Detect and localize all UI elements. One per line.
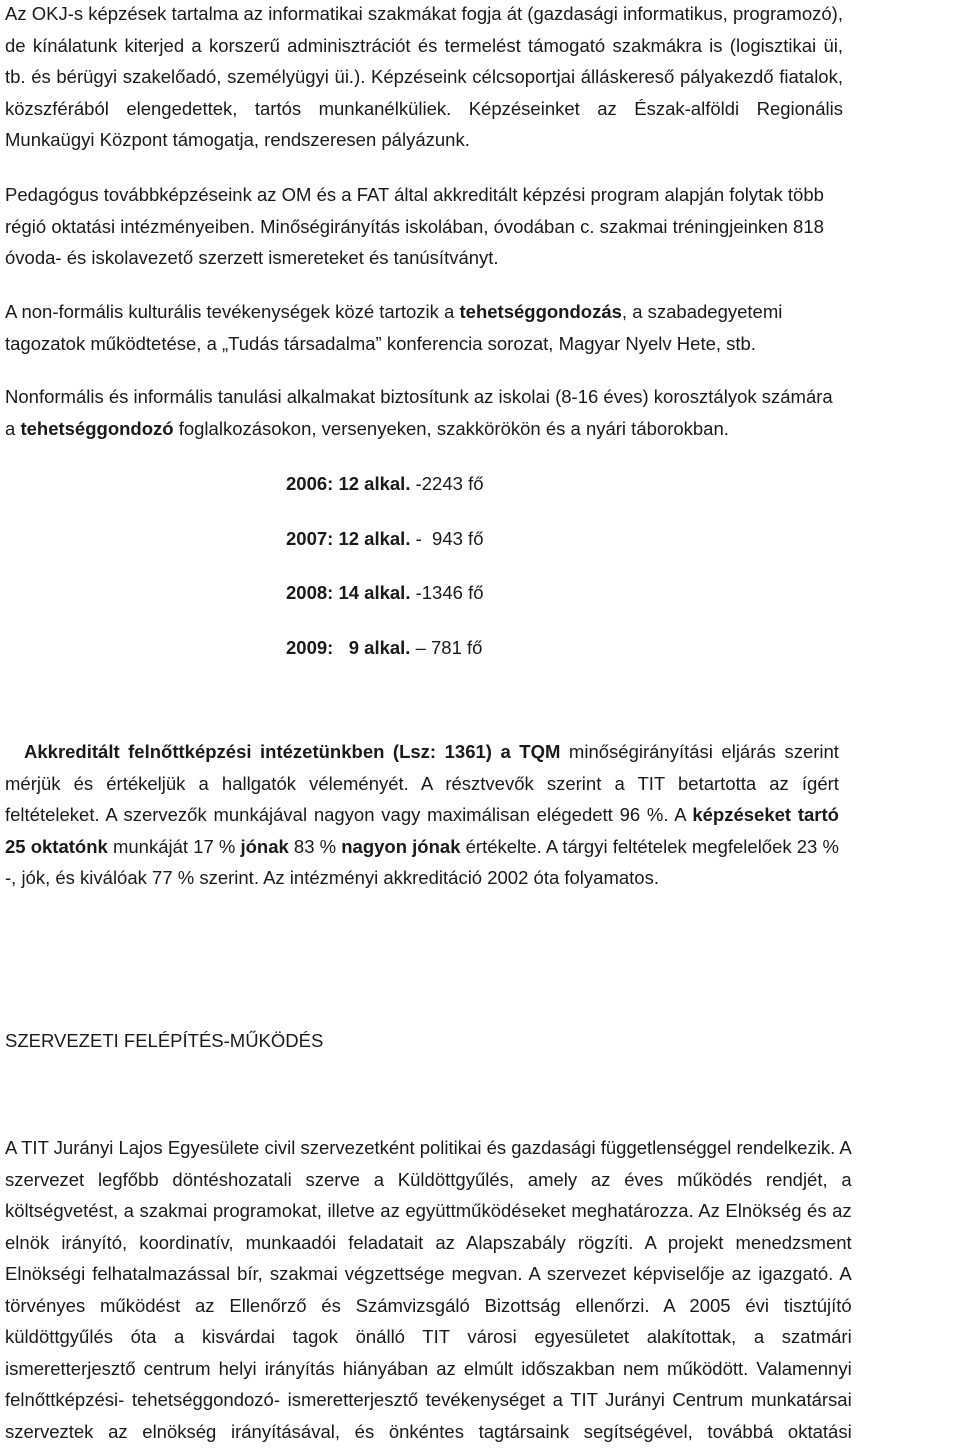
stat-label: 2009: 9 alkal. <box>286 636 411 658</box>
text-line: közszférából elengedettek, tartós munkanélküliek. Képzéseinket az Észak-alföldi Regionális <box>5 97 843 119</box>
yearly-statistics-list <box>286 468 484 686</box>
text-run: munkáját 17 % <box>107 835 241 857</box>
text-line: Pedagógus továbbképzéseink az OM és a FAT által akkreditált képzési program alapján folytak több <box>5 184 824 205</box>
stat-value: -2243 fő <box>410 473 484 494</box>
text-line <box>5 296 782 328</box>
paragraph-okj-trainings <box>5 0 843 156</box>
text-run: feltételeket. A szervezők munkájával nagyon vagy maximálisan elégedett 96 %. A <box>5 804 693 825</box>
text-run: a <box>5 417 21 439</box>
text-line: küldöttgyűlés óta a kisvárdai tagok önálló TIT városi egyesületet alakítottak, a szatmári <box>5 1326 852 1347</box>
stat-value: – 781 fő <box>410 636 483 658</box>
text-line <box>5 413 833 445</box>
stat-row <box>286 468 484 523</box>
text-line: de kínálatunk kiterjed a korszerű adminisztrációt és termelést támogató szakmákra is (logisztikai üi, <box>5 34 843 56</box>
paragraph-non-formal-activities <box>5 296 782 359</box>
bold-phrase: jónak <box>240 835 289 857</box>
text-line <box>5 799 839 831</box>
text-line: óvoda- és iskolavezető szerzett ismereteket és tanúsítványt. <box>5 247 499 268</box>
text-run: 83 % <box>288 835 342 857</box>
text-run: minőségirányítási eljárás szerint <box>560 741 839 762</box>
text-line: mérjük és értékeljük a hallgatók véleményét. A résztvevők szerint a TIT betartotta az ígért <box>5 772 839 794</box>
text-line: szerveztek az elnökség irányításával, és önkéntes tagtársaink segítségével, továbbá oktatási <box>5 1420 852 1442</box>
text-line: elnök irányító, koordinatív, munkaadói feladatait az Alapszabály rögzíti. A projekt menedzsment <box>5 1231 852 1253</box>
stat-row <box>286 577 484 632</box>
text-line <box>5 736 839 768</box>
text-run: , a szabadegyetemi <box>621 301 783 322</box>
text-line: költségvetést, a szakmai programokat, illetve az együttműködéseket meghatározza. Az Elnökség és az <box>5 1200 852 1221</box>
stat-label: 2008: 14 alkal. <box>286 582 411 603</box>
text-line: -, jók, és kiválóak 77 % szerint. Az intézményi akkreditáció 2002 óta folyamatos. <box>5 867 659 888</box>
text-line: tagozatok működtetése, a „Tudás társadalma” konferencia sorozat, Magyar Nyelv Hete, stb. <box>5 332 756 354</box>
text-line: ismeretterjesztő centrum helyi irányítás hiányában az elmúlt időszakban nem működött. Valamennyi <box>5 1357 852 1379</box>
section-heading: SZERVEZETI FELÉPÍTÉS-MŰKÖDÉS <box>5 1030 324 1051</box>
text-line: régió oktatási intézményeiben. Minőségirányítás iskolában, óvodában c. szakmai tréningjeinken 818 <box>5 215 824 237</box>
text-run: foglalkozásokon, versenyeken, szakkörökön és a nyári táborokban. <box>173 417 729 439</box>
stat-label: 2007: 12 alkal. <box>286 527 411 549</box>
text-line: Az OKJ-s képzések tartalma az informatikai szakmákat fogja át (gazdasági informatikus, programozó), <box>5 3 843 24</box>
bold-term: tehetséggondozó <box>20 417 174 439</box>
stat-row <box>286 632 484 687</box>
text-line: Nonformális és informális tanulási alkalmakat biztosítunk az iskolai (8-16 éves) korosztályok számára <box>5 386 833 407</box>
bold-phrase: Akkreditált felnőttképzési intézetünkben (Lsz: 1361) a TQM <box>24 741 561 762</box>
paragraph-informal-learning <box>5 381 833 444</box>
stat-row <box>286 523 484 578</box>
bold-phrase: nagyon jónak <box>341 835 461 857</box>
text-line: szervezet legfőbb döntéshozatali szerve a Küldöttgyűlés, amely az éves működés rendjét, a <box>5 1168 852 1190</box>
text-run: A non-formális kulturális tevékenységek közé tartozik a <box>5 301 460 322</box>
text-line: felnőttképzési- tehetséggondozó- ismeretterjesztő tevékenységet a TIT Jurányi Centrum munkatársai <box>5 1389 852 1410</box>
bold-term: tehetséggondozás <box>459 301 622 322</box>
bold-phrase: 25 oktatónk <box>5 835 108 857</box>
text-line <box>5 831 839 863</box>
text-line: Elnökségi felhatalmazással bír, szakmai végzettsége megvan. A szervezet képviselője az igazgató. A <box>5 1263 852 1284</box>
paragraph-organization <box>5 1132 852 1447</box>
stat-value: - 943 fő <box>410 527 484 549</box>
paragraph-accreditation <box>5 736 839 894</box>
text-line: A TIT Jurányi Lajos Egyesülete civil szervezetként politikai és gazdasági függetlenséggel rendelkezik. A <box>5 1137 852 1158</box>
bold-phrase: képzéseket tartó <box>692 804 839 825</box>
text-run: értékelte. A tárgyi feltételek megfelelőek 23 % <box>460 835 839 857</box>
stat-value: -1346 fő <box>410 582 484 603</box>
text-line: Munkaügyi Központ támogatja, rendszeresen pályázunk. <box>5 129 470 150</box>
stat-label: 2006: 12 alkal. <box>286 473 411 494</box>
paragraph-teacher-trainings <box>5 179 824 274</box>
text-line: törvényes működést az Ellenőrző és Számvizsgáló Bizottság ellenőrzi. A 2005 évi tisztújító <box>5 1294 852 1316</box>
text-line: tb. és bérügyi szakelőadó, személyügyi üi.). Képzéseink célcsoportjai álláskereső pályakezdő fiatalok, <box>5 66 843 87</box>
